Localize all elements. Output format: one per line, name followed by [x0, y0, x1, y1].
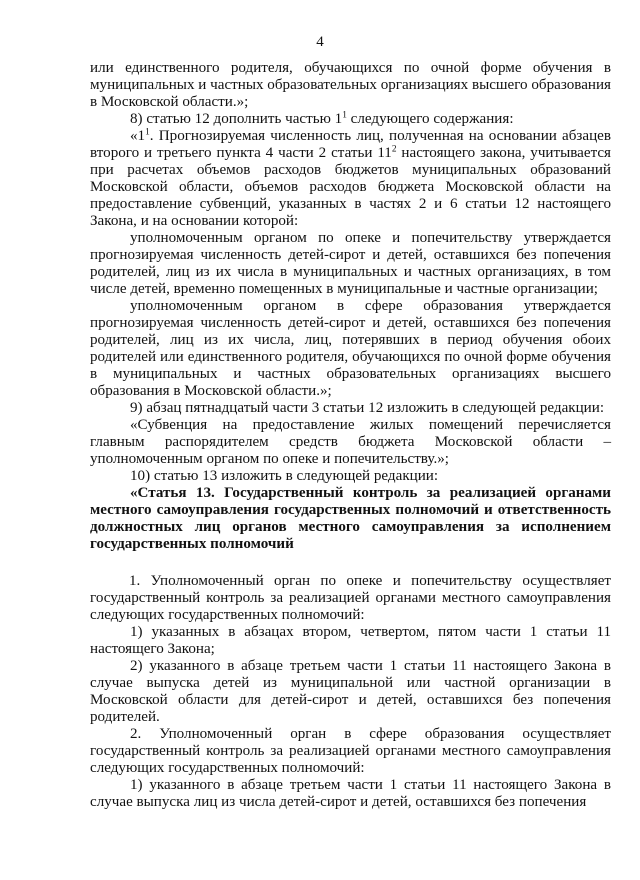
paragraph-part-1-item-2: 2) указанного в абзаце третьем части 1 статьи 11 настоящего Закона в случае выпуска детей из муниципальной или частной организации в Московской области для детей-сирот и детей, оставшихся без попечения родителей.	[90, 658, 611, 725]
article-13-heading: «Статья 13. Государственный контроль за реализацией органами местного самоуправления государственных полномочий и ответственность должностных лиц органов местного самоуправления за исполнением государственных полномочий	[90, 485, 611, 552]
paragraph-part-2-item-1: 1) указанного в абзаце третьем части 1 статьи 11 настоящего Закона в случае выпуска лиц из числа детей-сирот и детей, оставшихся без попечения	[90, 777, 611, 810]
paragraph-item-9: 9) абзац пятнадцатый части 3 статьи 12 изложить в следующей редакции:	[130, 400, 605, 416]
paragraph-item-10: 10) статью 13 изложить в следующей редакции:	[130, 468, 439, 484]
paragraph-subvention: «Субвенция на предоставление жилых помещений перечисляется главным распорядителем средств бюджета Московской области – уполномоченным органом по опеке и попечительству.»;	[90, 417, 611, 467]
paragraph-continuation: или единственного родителя, обучающихся по очной форме обучения в муниципальных и частных образовательных организациях высшего образования в Московской области.»;	[90, 60, 611, 110]
paragraph-part-1-1: «$1^1$. Прогнозируемая численность лиц, полученная на основании абзацев второго и третьего пункта 4 части 2 статьи $11^2$ настоящего закона, учитывается при расчетах объемов расходов бюджетов муниципальных образований Московской области, объемов расходов бюджета Московской области на предоставление субвенций, указанных в частях 2 и 6 статьи 12 настоящего Закона, и на основании которой:	[90, 127, 611, 229]
paragraph-guardianship-body: уполномоченным органом по опеке и попечительству утверждается прогнозируемая численность детей-сирот и детей, оставшихся без попечения родителей, лиц из их числа в муниципальных и частных организациях, в том числе детей, временно помещенных в муниципальные и частные организации;	[90, 230, 611, 297]
page-number: 4	[316, 34, 324, 50]
spacer	[90, 553, 611, 573]
document-body	[90, 60, 611, 811]
paragraph-article-13-part-2: 2. Уполномоченный орган в сфере образования осуществляет государственный контроль за реализацией органами местного самоуправления следующих государственных полномочий:	[90, 726, 611, 776]
paragraph-article-13-part-1: 1. Уполномоченный орган по опеке и попечительству осуществляет государственный контроль за реализацией органами местного самоуправления следующих государственных полномочий:	[90, 573, 611, 623]
paragraph-item-8: 8) статью 12 дополнить частью $1^1$ следующего содержания:	[130, 110, 514, 127]
paragraph-education-body: уполномоченным органом в сфере образования утверждается прогнозируемая численность детей-сирот и детей, оставшихся без попечения родителей, лиц из их числа, лиц, потерявших в период обучения обоих родителей или единственного родителя, обучающихся по очной форме обучения в муниципальных и частных образовательных организациях высшего образования в Московской области.»;	[90, 298, 611, 399]
paragraph-part-1-item-1: 1) указанных в абзацах втором, четвертом, пятом части 1 статьи 11 настоящего Закона;	[90, 624, 611, 657]
